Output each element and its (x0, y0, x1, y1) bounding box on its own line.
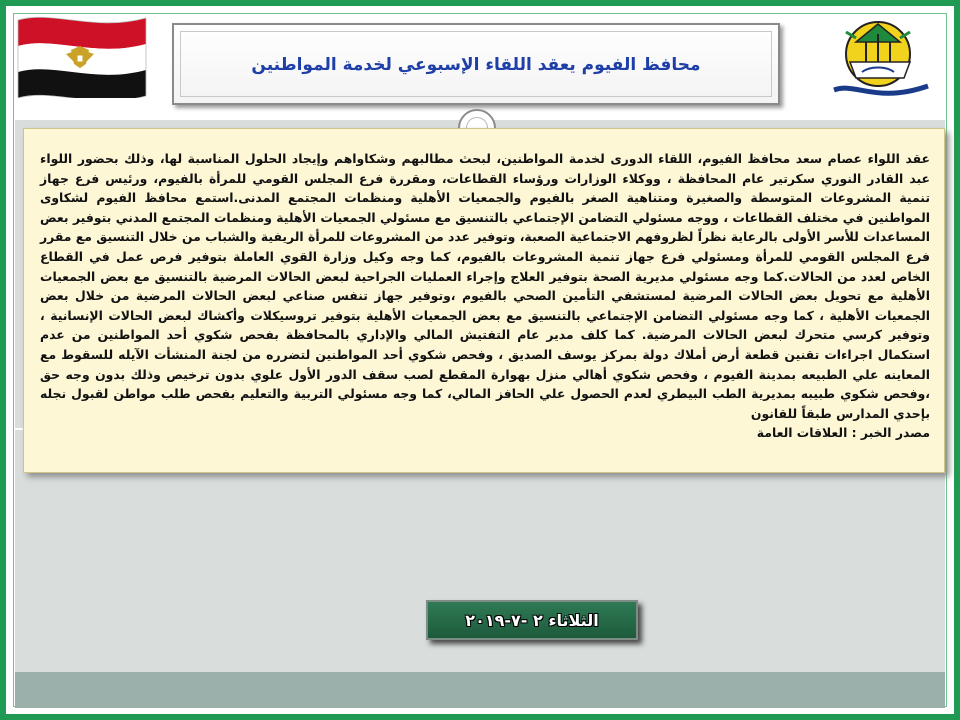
article-panel (23, 128, 945, 473)
fayoum-governorate-emblem-icon (826, 12, 936, 102)
article-source: مصدر الخبر : العلاقات العامة (756, 425, 930, 441)
title-box (172, 23, 780, 105)
egypt-flag-icon (14, 10, 150, 98)
date-text: الثلاثاء ٢ -٧-٢٠١٩ (465, 610, 599, 630)
article-body: عقد اللواء عصام سعد محافظ الفيوم، اللقاء الدورى لخدمة المواطنين، لبحث مطالبهم وشكاواهم وإيجاد الحلول المناسبة لها، وذلك بحضور اللواء عبد القادر النوري سكرتير عام المحافظة ، ووكلاء الوزارات ورؤساء القطاعات، ومقررة فرع المجلس القومي للمرأة بالفيوم، ورئيس فرع جهاز تنمية المشروعات المتوسطة والصغيرة ومتناهية الصغر بالفيوم والجمعيات الأهلية ومنظمات المجتمع المدنى.استمع محافظ الفيوم لشكاوى المواطنين في مختلف القطاعات ، ووجه مسئولي التضامن الإجتماعي بالتنسيق مع مسئولي الجمعيات الأهلية ومنظمات المجتمع المدني بتوفير بعض المساعدات للأسر الأولى بالرعاية نظراً لظروفهم الاجتماعية الصعبة، وتوفير عدد من المشروعات للمرأة الريفية والشباب من خلال التنسيق مع مقرر فرع المجلس القومي للمرأة ومسئولي فرع جهاز تنمية المشروعات بالفيوم، كما وجه وكيل وزارة القوي العاملة بتوفير فرص عمل في القطاع الخاص لعدد من الحالات.كما وجه مسئولي مديرية الصحة بتوفير العلاج وإجراء العمليات الجراحية لبعض الحالات المرضية بالتنسيق مع بعض الجمعيات الأهلية مع تحويل بعض الحالات المرضية لمستشفي التأمين الصحي بالفيوم ،وتوفير جهاز تنفس صناعي لبعض الحالات المرضية من خلال بعض الجمعيات الأهلية ، كما وجه مسئولي التضامن الإجتماعي بالتنسيق مع بعض الجمعيات الأهلية بتوفير تروسيكلات وأكشاك لبعض الحالات الإنسانية ، وتوفير كرسي متحرك لبعض الحالات المرضية. كما كلف مدير عام التفتيش المالي والإداري بالمحافظة بفحص شكوي أحد المواطنين من عدم استكمال اجراءات تقنين قطعة أرض أملاك دولة بمركز يوسف الصديق ، وفحص شكوي أحد المواطنين لتضرره من لجنة المنشأت الآيله للسقوط مع المعاينه علي الطبيعه بمدينة الفيوم ، وفحص شكوي أهالي منزل بهوارة المقطع لصب سقف الدور الأول علوي بدون ترخيص وذلك بدون وجه حق ،وفحص شكوي طبيبه بمديرية الطب البيطري لعدم الحصول علي الحافز المالي، كما وجه مسئولي التربية والتعليم بفحص طلب مواطن لقبول نجله بإحدي المدارس طبقاً للقانون (40, 151, 930, 421)
page-title: محافظ الفيوم يعقد اللقاء الإسبوعي لخدمة المواطنين (251, 55, 701, 75)
slide-footer-band (15, 672, 945, 708)
date-badge (426, 600, 638, 640)
